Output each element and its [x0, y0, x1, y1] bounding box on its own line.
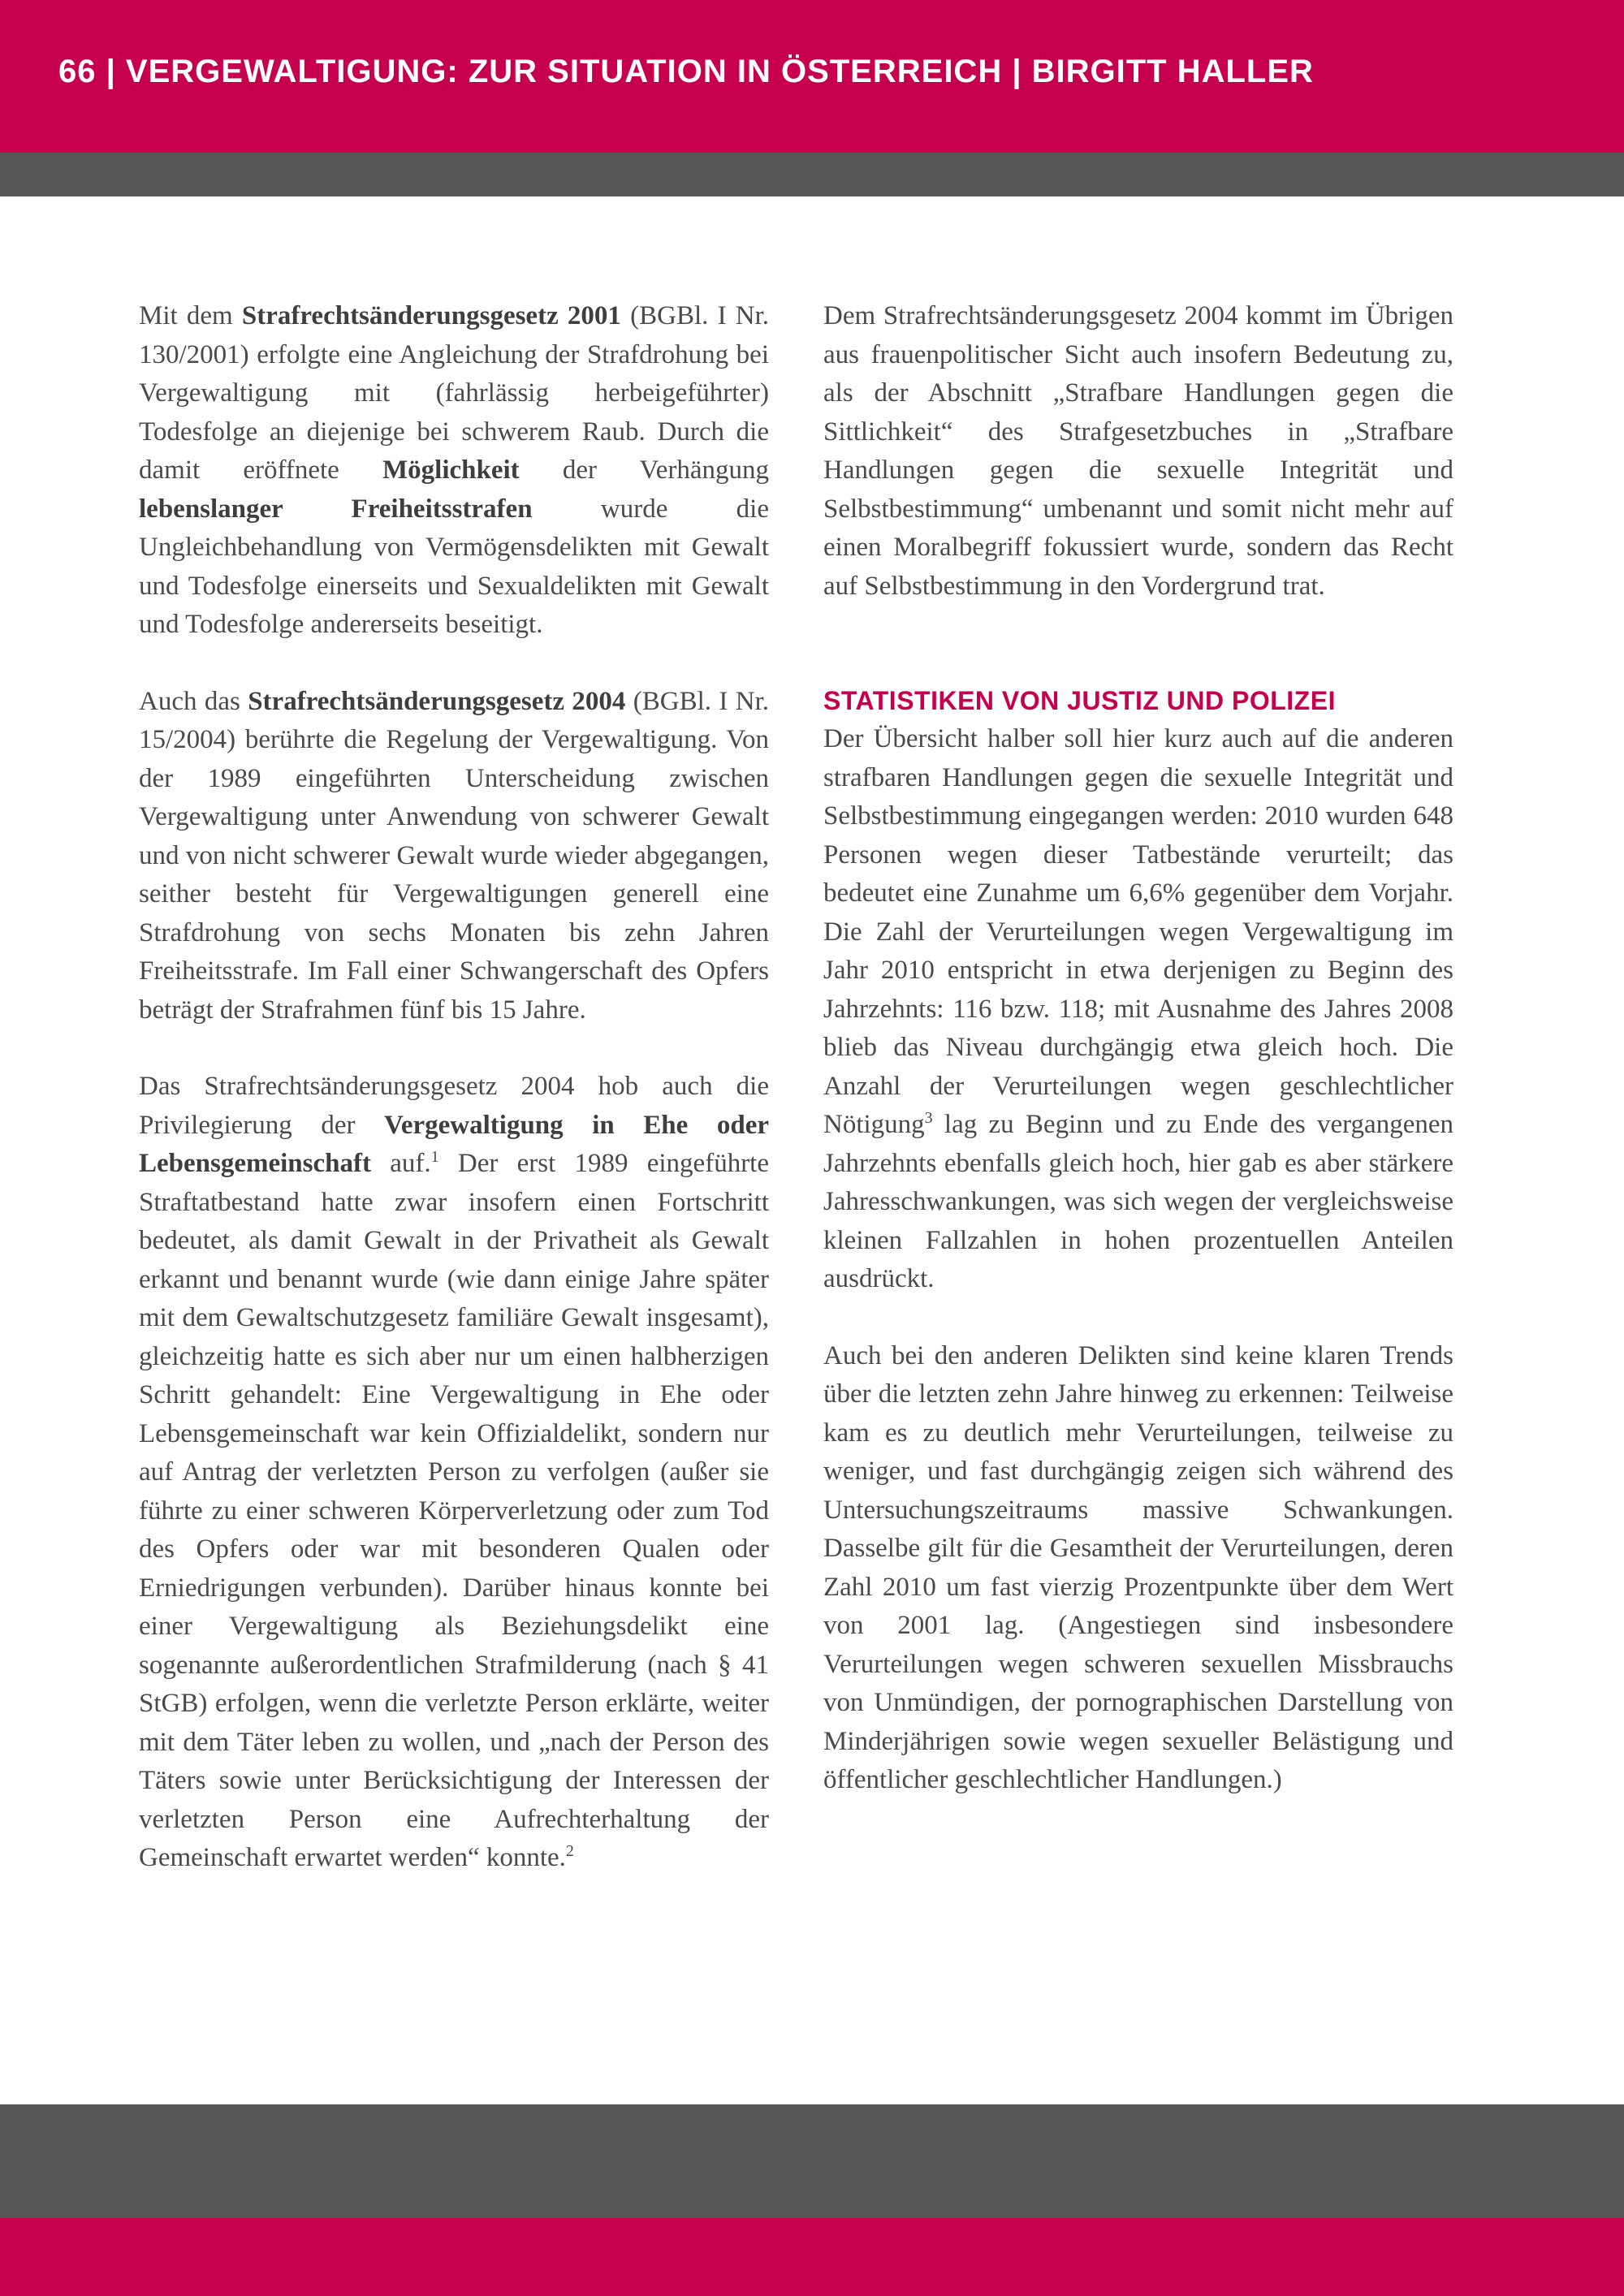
footer-band: [0, 2218, 1624, 2296]
bold-term: lebenslanger Freiheitsstrafen: [139, 494, 533, 524]
running-header-title: 66 | VERGEWALTIGUNG: ZUR SITUATION IN ÖSTERREICH | BIRGITT HALLER: [58, 54, 1314, 89]
paragraph-privilegierung: [139, 1068, 769, 1878]
bold-term: Vergewaltigung in Ehe oder Lebensgemeinschaft: [139, 1110, 769, 1178]
bold-term: Strafrechtsänderungsgesetz 2004: [248, 686, 626, 716]
text-run: Der erst 1989 eingeführte Straftatbestand hatte zwar insofern einen Fortschritt bedeutet, als damit Gewalt in der Privatheit als Gewalt erkannt und benannt wurde (wie dann einige Jahre später mit dem Gewaltschutzgesetz familiäre Gewalt insgesamt), gleichzeitig hatte es sich aber nur um einen halbherzigen Schritt gehandelt: Eine Vergewaltigung in Ehe oder Lebensgemeinschaft war kein Offizialdelikt, sondern nur auf Antrag der verletzten Person zu verfolgen (außer sie führte zu einer schweren Körperverletzung oder zum Tod des Opfers oder war mit besonderen Qualen oder Erniedrigungen verbunden). Darüber hinaus konnte bei einer Vergewaltigung als Beziehungsdelikt eine sogenannte außerordentlichen Strafmilderung (nach § 41 StGB) erfolgen, wenn die verletzte Person erklärte, weiter mit dem Täter leben zu wollen, und „nach der Person des Täters sowie unter Berücksichtigung der Interessen der verletzten Person eine Aufrechterhaltung der Gemeinschaft erwartet werden“ konnte.: [139, 1149, 769, 1872]
bold-term: Strafrechtsänderungsgesetz 2001: [241, 301, 621, 330]
text-run: lag zu Beginn und zu Ende des vergangenen Jahrzehnts ebenfalls gleich hoch, hier gab es aber stärkere Jahresschwankungen, was sich wegen der vergleichsweise kleinen Fallzahlen in hohen prozentuellen Anteilen ausdrückt.: [823, 1110, 1453, 1293]
paragraph-frauenpolitik: Dem Strafrechtsänderungsgesetz 2004 kommt im Übrigen aus frauenpolitischer Sicht auch insofern Bedeutung zu, als der Abschnitt „Strafbare Handlungen gegen die Sittlichkeit“ des Strafgesetzbuches in „Strafbare Handlungen gegen die sexuelle Integrität und Selbstbestimmung“ umbenannt und somit nicht mehr auf einen Moralbegriff fokussiert wurde, sondern das Recht auf Selbstbestimmung in den Vordergrund trat.: [823, 301, 1453, 601]
left-text-column: [139, 297, 769, 1916]
text-run: Das Strafrechtsänderungsgesetz 2004 hob auch die Privilegierung der: [139, 1072, 769, 1140]
text-run: Auch das: [139, 686, 248, 716]
footnote-marker: 2: [565, 1842, 574, 1860]
footer-gray-band: [0, 2104, 1624, 2218]
text-run: Der Übersicht halber soll hier kurz auch auf die anderen strafbaren Handlungen gegen die sexuelle Integrität und Selbstbestimmung eingegangen werden: 2010 wurden 648 Personen wegen dieser Tatbestände verurteilt; das bedeutet eine Zunahme um 6,6% gegenüber dem Vorjahr. Die Zahl der Verurteilungen wegen Vergewaltigung im Jahr 2010 entspricht in etwa derjenigen zu Beginn des Jahrzehnts: 116 bzw. 118; mit Ausnahme des Jahres 2008 blieb das Niveau durchgängig etwa gleich hoch. Die Anzahl der Verurteilungen wegen geschlechtlicher Nötigung: [823, 724, 1453, 1139]
text-run: der Verhängung: [519, 455, 770, 485]
bold-term: Möglichkeit: [382, 455, 520, 485]
header-band: [0, 0, 1624, 153]
text-run: auf.: [370, 1149, 431, 1178]
footnote-marker: 1: [430, 1148, 439, 1166]
text-run: (BGBl. I Nr. 130/2001) erfolgte eine Angleichung der Strafdrohung bei Vergewaltigung mit (fahrlässig herbeigeführter) Todesfolge an diejenige bei schwerem Raub. Durch die damit eröffnete: [139, 301, 770, 485]
paragraph-strafrechtsaenderung-2004: [139, 683, 769, 1030]
paragraph-strafrechtsaenderung-2001: [139, 297, 769, 645]
paragraph-andere-delikte: Auch bei den anderen Delikten sind keine klaren Trends über die letzten zehn Jahre hinweg zu erkennen: Teilweise kam es zu deutlich mehr Verurteilungen, teilweise zu weniger, und fast durchgängig zeigen sich während des Untersuchungszeitraums massive Schwankungen. Dasselbe gilt für die Gesamtheit der Verurteilungen, deren Zahl 2010 um fast vierzig Prozentpunkte über dem Wert von 2001 lag. (Angestiegen sind insbesondere Verurteilungen wegen schweren sexuellen Missbrauchs von Unmündigen, der pornographischen Darstellung von Minderjährigen sowie wegen sexueller Belästigung und öffentlicher geschlechtlicher Handlungen.): [823, 1340, 1453, 1794]
text-run: wurde die Ungleichbehandlung von Vermögensdelikten mit Gewalt und Todesfolge einerseits und Sexualdelikten mit Gewalt und Todesfolge andererseits beseitigt.: [139, 494, 769, 639]
header-gray-band: [0, 153, 1624, 196]
footnote-marker: 3: [924, 1109, 933, 1127]
paragraph-statistik: [823, 720, 1453, 1299]
text-run: (BGBl. I Nr. 15/2004) berührte die Regelung der Vergewaltigung. Von der 1989 eingeführten Unterscheidung zwischen Vergewaltigung unter Anwendung von schwerer Gewalt und von nicht schwerer Gewalt wurde wieder abgegangen, seither besteht für Vergewaltigungen generell eine Strafdrohung von sechs Monaten bis zehn Jahren Freiheitsstrafe. Im Fall einer Schwangerschaft des Opfers beträgt der Strafrahmen fünf bis 15 Jahre.: [139, 686, 770, 1025]
right-text-column: [823, 297, 1453, 1838]
text-run: Mit dem: [139, 301, 242, 330]
section-heading: STATISTIKEN VON JUSTIZ UND POLIZEI: [823, 686, 1336, 715]
